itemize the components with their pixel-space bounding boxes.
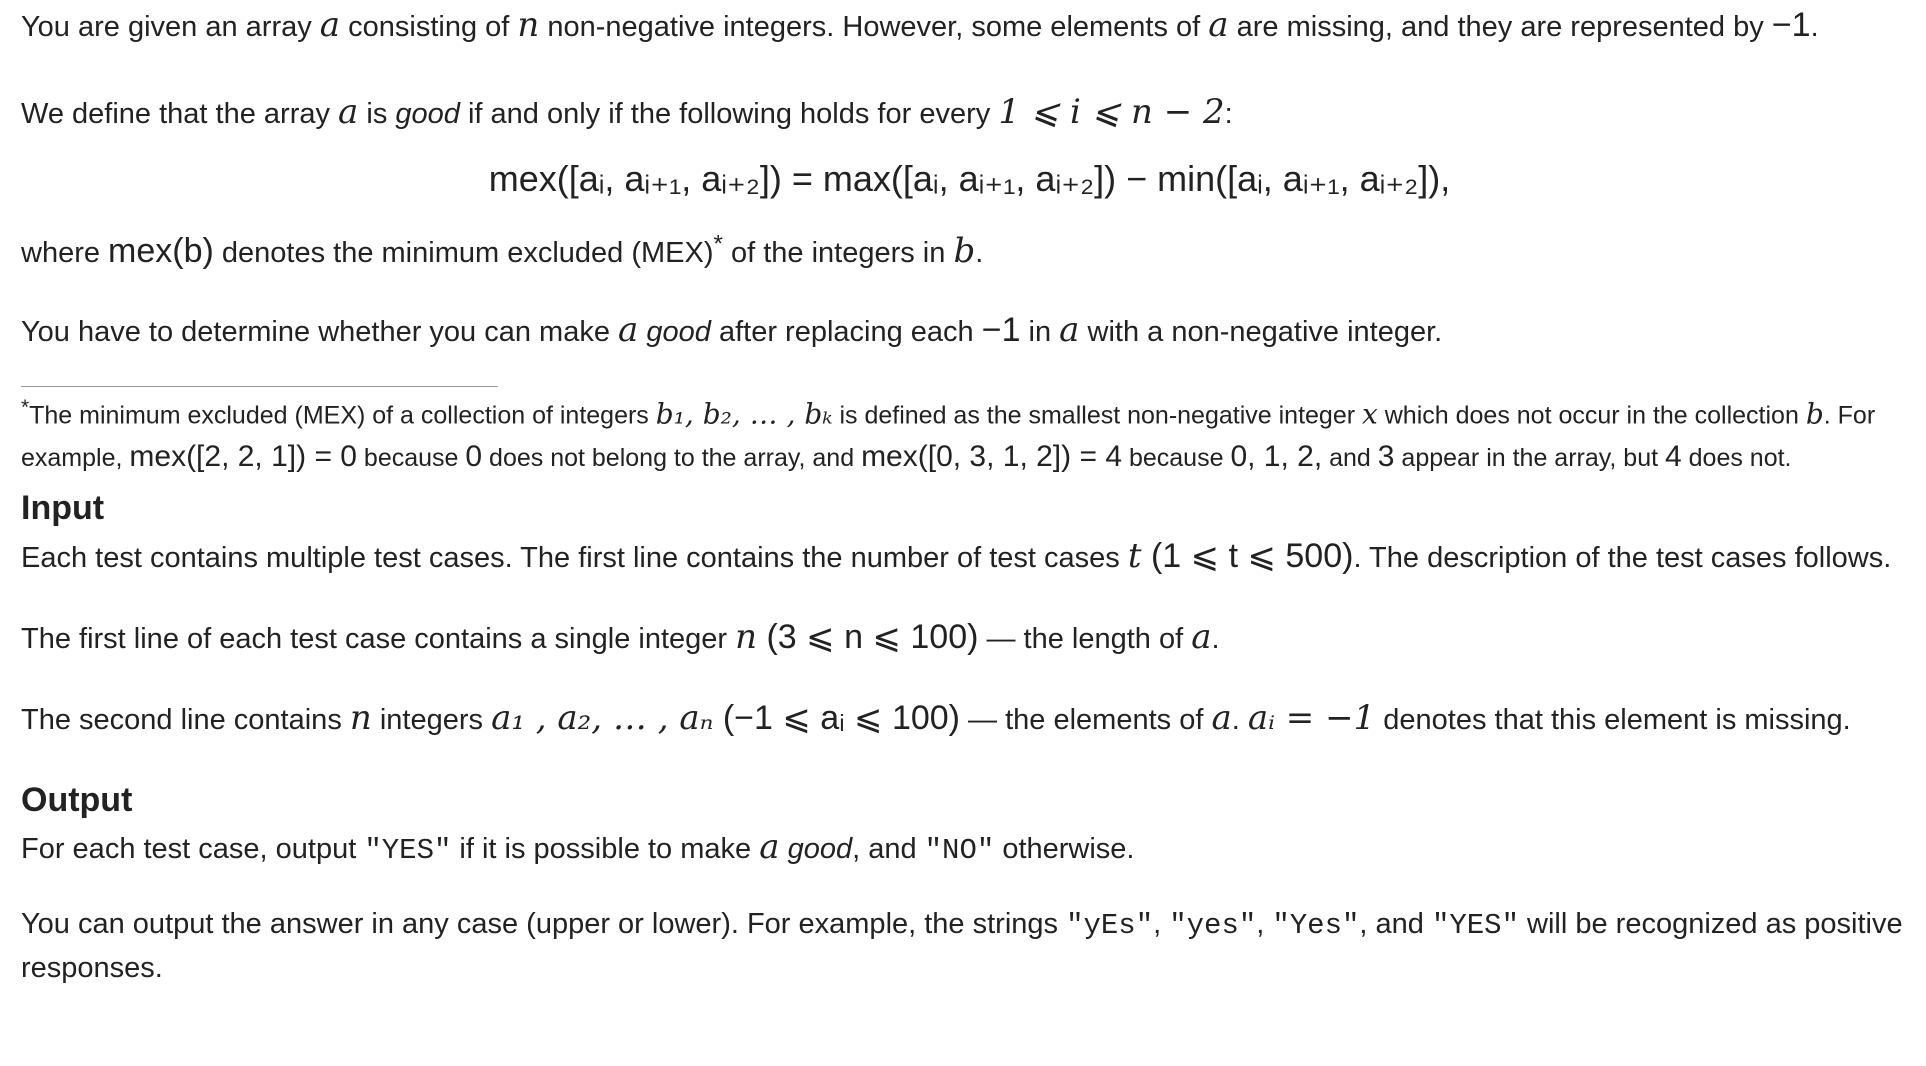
output-line-2: You can output the answer in any case (upper or lower). For example, the strings "yEs", "yes", "Yes", and "YES" will be recognized as positive responses. bbox=[21, 907, 1903, 985]
intro-paragraph: You are given an array a consisting of n non-negative integers. However, some elements of a are missing, and they are represented by −1. bbox=[21, 5, 1819, 45]
footnote-divider bbox=[21, 386, 498, 387]
mex-where-paragraph: where mex(b) denotes the minimum excluded (MEX)* of the integers in b. bbox=[21, 230, 984, 271]
output-heading: Output bbox=[21, 780, 133, 819]
input-line-3: The second line contains n integers a₁ , a₂, … , aₙ (−1 ⩽ aᵢ ⩽ 100) — the elements of a. aᵢ = −1 denotes that this element is missing. bbox=[21, 697, 1851, 738]
input-line-1: Each test contains multiple test cases. The first line contains the number of test cases t (1 ⩽ t ⩽ 500). The description of the test cases follows. bbox=[21, 535, 1892, 576]
input-heading: Input bbox=[21, 489, 105, 528]
input-line-2: The first line of each test case contains a single integer n (3 ⩽ n ⩽ 100) — the length of a. bbox=[21, 616, 1220, 657]
good-condition-formula: mex([aᵢ, aᵢ₊₁, aᵢ₊₂]) = max([aᵢ, aᵢ₊₁, aᵢ₊₂]) − min([aᵢ, aᵢ₊₁, aᵢ₊₂]), bbox=[488, 158, 1451, 199]
output-line-1: For each test case, output "YES" if it is possible to make a good, and "NO" otherwise. bbox=[21, 826, 1135, 867]
task-paragraph: You have to determine whether you can make a good after replacing each −1 in a with a non-negative integer. bbox=[21, 310, 1443, 350]
mex-footnote: *The minimum excluded (MEX) of a collection of integers b₁, b₂, … , bₖ is defined as the smallest non-negative integer x which does not occur in the collection b. For example, mex([2, 2, 1]) = 0 because 0 does not belong to the array, and mex([0, 3, 1, 2]) = 4 because 0, 1, 2, and 3 appear in the array, but 4 does not. bbox=[21, 396, 1876, 473]
definition-paragraph: We define that the array a is good if and only if the following holds for every 1 ⩽ i ⩽ n − 2: bbox=[21, 92, 1233, 132]
